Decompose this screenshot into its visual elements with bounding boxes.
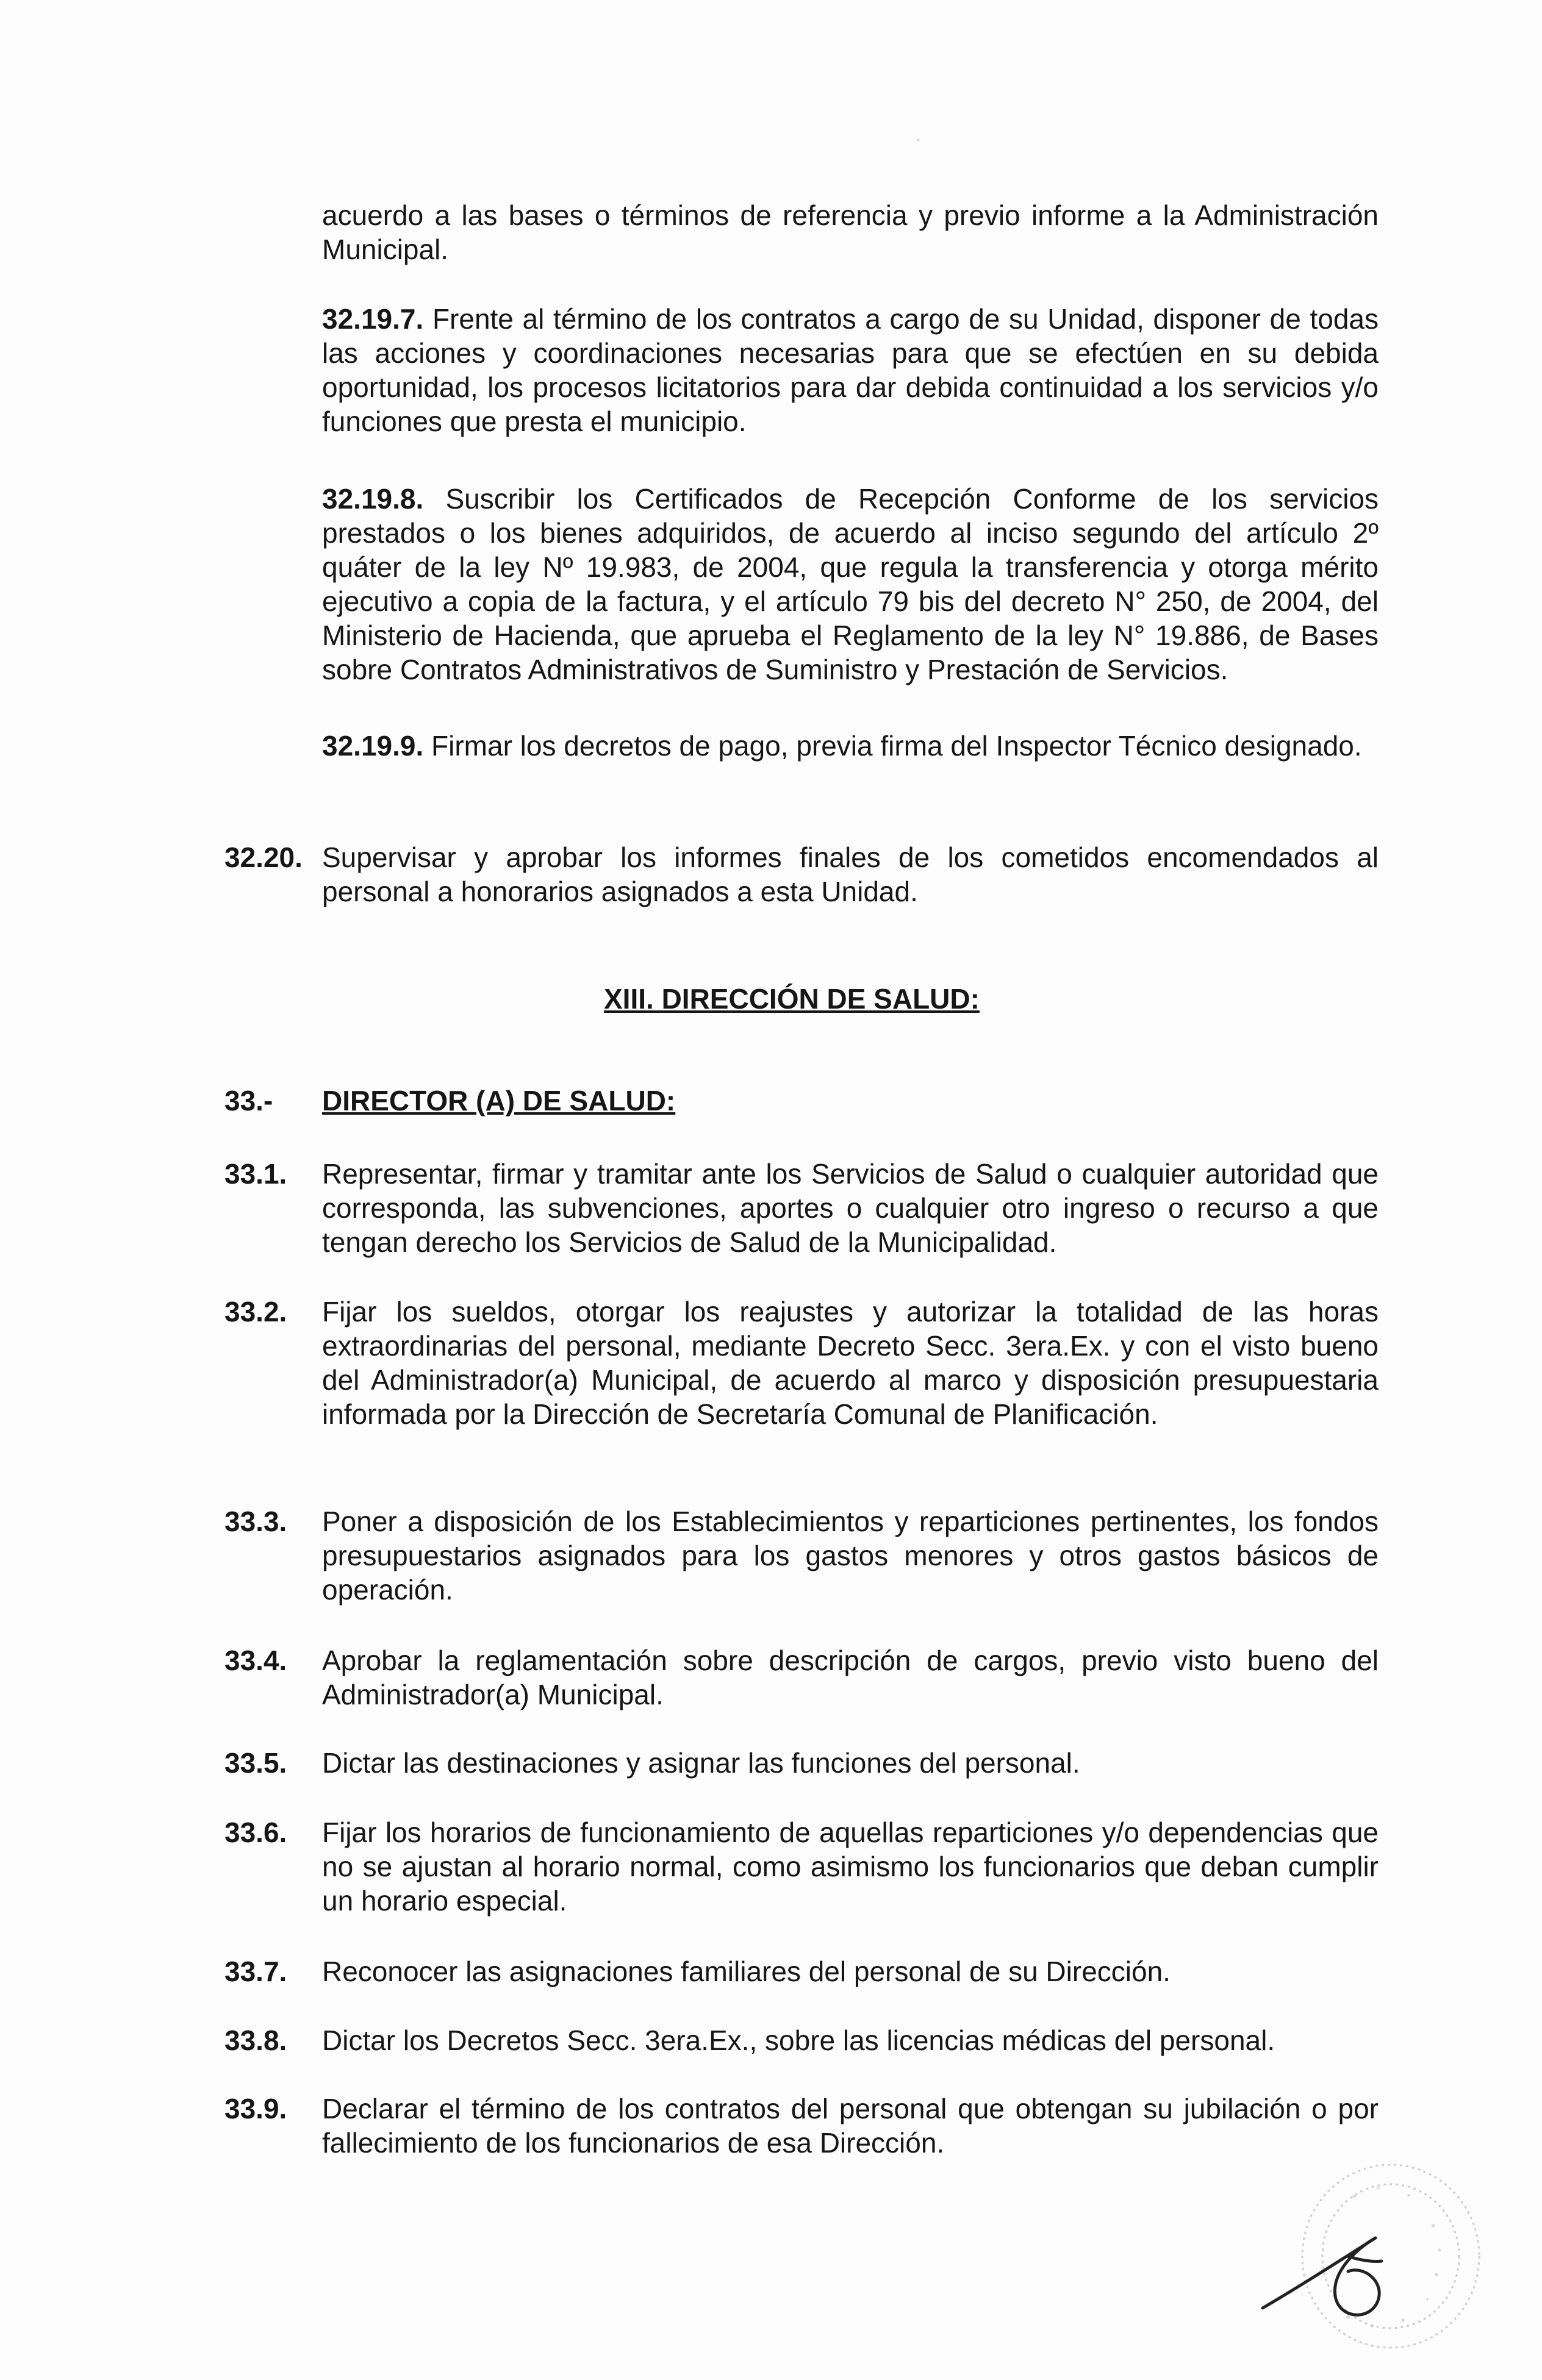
paragraph-text: Frente al término de los contratos a cargo de su Unidad, disponer de todas las acciones y coordinaciones necesarias para que se efectúen en su debida oportunidad, los procesos licitatorios para dar debida continuidad a los servicios y/o funciones que presta el municipio. bbox=[322, 303, 1379, 437]
item-text: Representar, firmar y tramitar ante los Servicios de Salud o cualquier autoridad que corresponda, las subvenciones, aportes o cualquier otro ingreso o recurso a que tengan derecho los Servicios de Salud de la Municipalidad. bbox=[322, 1158, 1379, 1258]
continuation-paragraph: acuerdo a las bases o términos de referencia y previo informe a la Administración Municipal. bbox=[322, 199, 1379, 265]
item-number: 33.8. bbox=[224, 2024, 287, 2056]
scan-speck bbox=[917, 139, 919, 141]
official-seal-stamp bbox=[1250, 2153, 1482, 2360]
item-text: Declarar el término de los contratos del personal que obtengan su jubilación o por fallecimiento de los funcionarios de esa Dirección. bbox=[322, 2093, 1379, 2159]
paragraph-number: 32.19.7. bbox=[322, 303, 424, 335]
paragraph-text: Suscribir los Certificados de Recepción Conforme de los servicios prestados o los bienes adquiridos, de acuerdo al inciso segundo del artículo 2º quáter de la ley Nº 19.983, de 2004, que regula la transferencia y otorga mérito ejecutivo a copia de la factura, y el artículo 79 bis del decreto N° 250, de 2004, del Ministerio de Hacienda, que aprueba el Reglamento de la ley N° 19.886, de Bases sobre Contratos Administrativos de Suministro y Prestación de Servicios. bbox=[322, 483, 1379, 685]
item-number: 33.4. bbox=[224, 1645, 287, 1676]
item-number: 33.5. bbox=[224, 1747, 287, 1779]
item-text: Fijar los sueldos, otorgar los reajustes y autorizar la totalidad de las horas extraordinarias del personal, mediante Decreto Secc. 3era.Ex. y con el visto bueno del Administrador(a) Municipal, de acuerdo al marco y disposición presupuestaria informada por la Dirección de Secretaría Comunal de Planificación. bbox=[322, 1296, 1379, 1430]
paragraph-32-19-7 bbox=[322, 302, 1379, 438]
item-number: 33.1. bbox=[224, 1158, 287, 1190]
paragraph-number: 32.19.8. bbox=[322, 483, 424, 515]
section-heading: XIII. DIRECCIÓN DE SALUD: bbox=[604, 983, 980, 1015]
item-text: Reconocer las asignaciones familiares del personal de su Dirección. bbox=[322, 1956, 1171, 1987]
item-number: 33.6. bbox=[224, 1817, 287, 1848]
item-text: Fijar los horarios de funcionamiento de aquellas reparticiones y/o dependencias que no se ajustan al horario normal, como asimismo los funcionarios que deban cumplir un horario especial. bbox=[322, 1817, 1379, 1917]
item-number: 33.9. bbox=[224, 2093, 287, 2124]
paragraph-text: Firmar los decretos de pago, previa firma del Inspector Técnico designado. bbox=[431, 730, 1362, 762]
paragraph-number-32-20: 32.20. bbox=[224, 842, 303, 873]
paragraph-number: 32.19.9. bbox=[322, 730, 424, 762]
item-text: Poner a disposición de los Establecimientos y reparticiones pertinentes, los fondos presupuestarios asignados para los gastos menores y otros gastos básicos de operación. bbox=[322, 1506, 1379, 1606]
paragraph-32-20-text: Supervisar y aprobar los informes finales de los cometidos encomendados al personal a honorarios asignados a esta Unidad. bbox=[322, 842, 1379, 907]
item-text: Aprobar la reglamentación sobre descripción de cargos, previo visto bueno del Administrador(a) Municipal. bbox=[322, 1645, 1379, 1710]
article-title-33: DIRECTOR (A) DE SALUD: bbox=[322, 1085, 676, 1117]
item-number: 33.3. bbox=[224, 1506, 287, 1537]
item-text: Dictar las destinaciones y asignar las funciones del personal. bbox=[322, 1747, 1080, 1779]
item-text: Dictar los Decretos Secc. 3era.Ex., sobre las licencias médicas del personal. bbox=[322, 2024, 1275, 2056]
paragraph-32-19-8 bbox=[322, 482, 1379, 687]
item-number: 33.7. bbox=[224, 1956, 287, 1987]
item-number: 33.2. bbox=[224, 1296, 287, 1328]
paragraph-32-19-9 bbox=[322, 729, 1379, 763]
article-number-33: 33.- bbox=[224, 1085, 273, 1117]
